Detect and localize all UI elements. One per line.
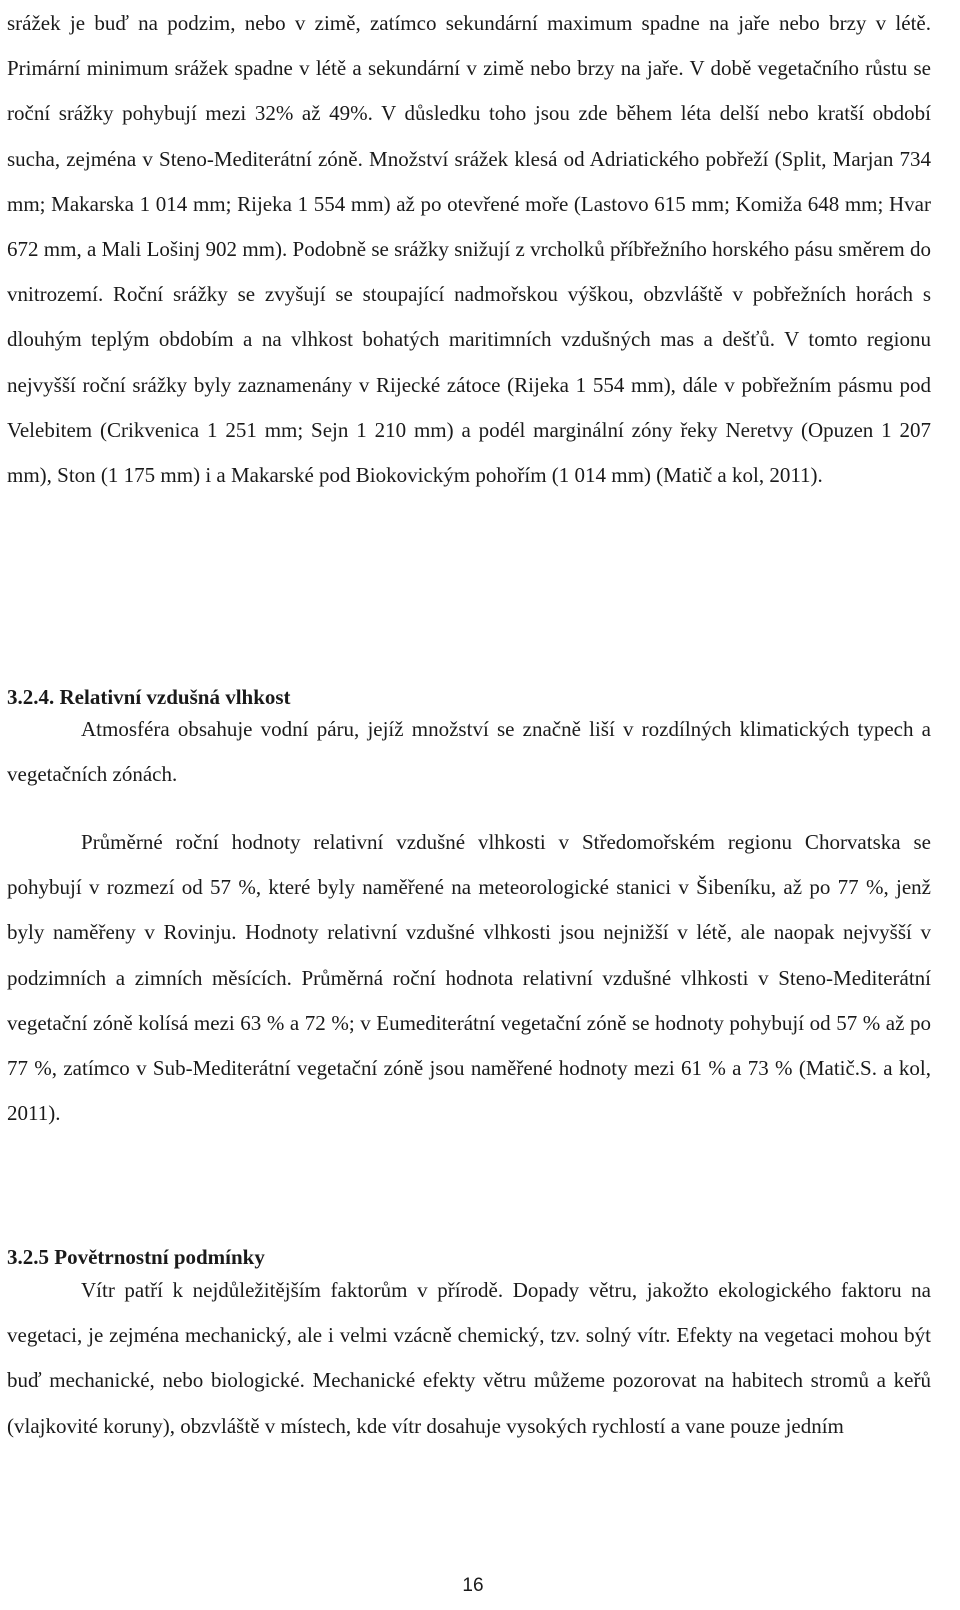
paragraph-precipitation: srážek je buď na podzim, nebo v zimě, zatímco sekundární maximum spadne na jaře nebo brzy v létě. Primární minimum srážek spadne v létě a sekundární v zimě nebo brzy na jaře. V době vegetačního růstu se roční srážky pohybují mezi 32% až 49%. V důsledku toho jsou zde během léta delší nebo kratší období sucha, zejména v Steno-Mediterátní zóně. Množství srážek klesá od Adriatického pobřeží (Split, Marjan 734 mm; Makarska 1 014 mm; Rijeka 1 554 mm) až po otevřené moře (Lastovo 615 mm; Komiža 648 mm; Hvar 672 mm, a Mali Lošinj 902 mm). Podobně se srážky snižují z vrcholků příbřežního horského pásu směrem do vnitrozemí. Roční srážky se zvyšují se stoupající nadmořskou výškou, obzvláště v pobřežních horách s dlouhým teplým obdobím a na vlhkost bohatých maritimních vzdušných mas a dešťů. V tomto regionu nejvyšší roční srážky byly zaznamenány v Rijecké zátoce (Rijeka 1 554 mm), dále v pobřežním pásmu pod Velebitem (Crikvenica 1 251 mm; Sejn 1 210 mm) a podél marginální zóny řeky Neretvy (Opuzen 1 207 mm), Ston (1 175 mm) i a Makarské pod Biokovickým pohořím (1 014 mm) (Matič a kol, 2011). (7, 11, 931, 488)
section-heading-humidity: 3.2.4. Relativní vzdušná vlhkost (7, 685, 291, 709)
paragraph-humidity-values: Průměrné roční hodnoty relativní vzdušné vlhkosti v Středomořském regionu Chorvatska se pohybují v rozmezí od 57 %, které byly naměřené na meteorologické stanici v Šibeníku, až po 77 %, jenž byly naměřeny v Rovinju. Hodnoty relativní vzdušné vlhkosti jsou nejnižší v létě, ale naopak nejvyšší v podzimních a zimních měsících. Průměrná roční hodnota relativní vzdušné vlhkosti v Steno-Mediterátní vegetační zóně kolísá mezi 63 % a 72 %; v Eumediterátní vegetační zóně se hodnoty pohybují od 57 % až po 77 %, zatímco v Sub-Mediterátní vegetační zóně jsou naměřené hodnoty mezi 61 % a 73 % (Matič.S. a kol, 2011). (7, 830, 931, 1126)
paragraph-wind: Vítr patří k nejdůležitějším faktorům v přírodě. Dopady větru, jakožto ekologického faktoru na vegetaci, je zejména mechanický, ale i velmi vzácně chemický, tzv. solný vítr. Efekty na vegetaci mohou být buď mechanické, nebo biologické. Mechanické efekty větru můžeme pozorovat na habitech stromů a keřů (vlajkovité koruny), obzvláště v místech, kde vítr dosahuje vysokých rychlostí a vane pouze jedním (7, 1278, 931, 1438)
page-number: 16 (462, 1575, 484, 1596)
paragraph-humidity-intro: Atmosféra obsahuje vodní páru, jejíž množství se značně liší v rozdílných klimatických typech a vegetačních zónách. (7, 717, 931, 787)
section-heading-weather: 3.2.5 Povětrnostní podmínky (7, 1245, 265, 1269)
